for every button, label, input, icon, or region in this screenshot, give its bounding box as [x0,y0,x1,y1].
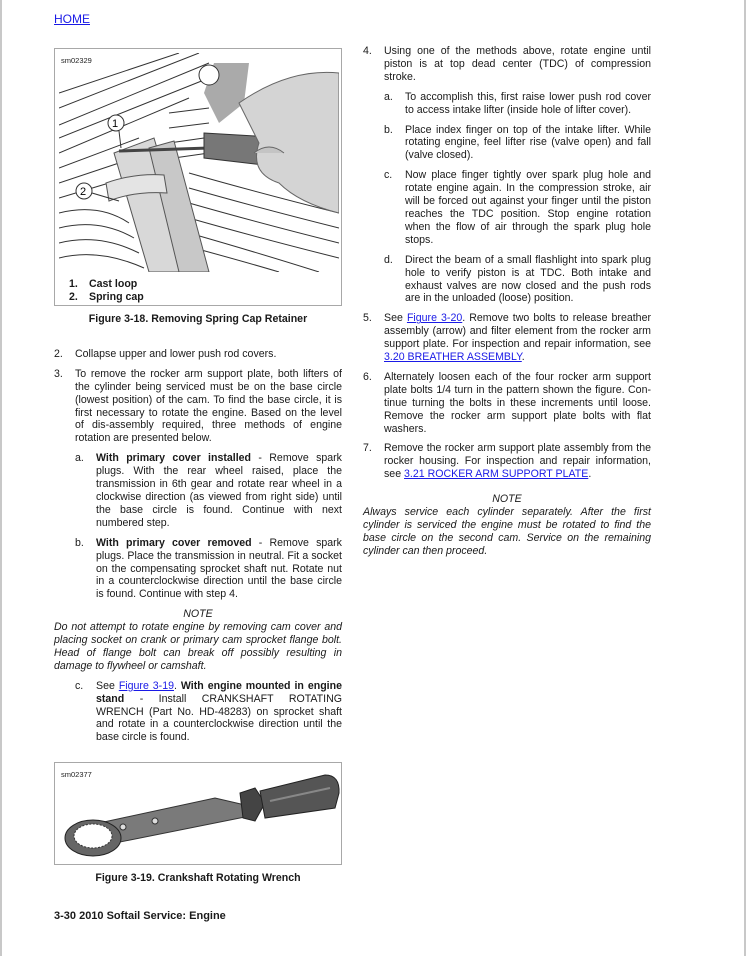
step-3-substeps [75,452,342,601]
svg-text:2: 2 [80,186,87,198]
substep-b: b. With primary cover removed - Remove spark plugs. Place the transmission in neutral. Fit a socket on the compensating sprocket shaft nut. Rotate nut in a counterclockwise direction until the base circle is found. Continue with step 4. [75,536,342,601]
figure-3-18 [54,48,342,306]
substep-c: c. See Figure 3-19. With engine mounted in engine stand - Install CRANKSHAFT ROTATING WRENCH (Part No. HD-48283) on sprocket shaft and rotate in a counterclockwise direction until the base circle is found. [75,679,342,744]
figure-id-label: sm02377 [61,769,92,782]
figure-3-19 [54,762,342,865]
legend-item: 2. Spring cap [69,291,144,303]
home-link[interactable]: HOME [54,12,90,26]
step-7: 7. Remove the rocker arm support plate assembly from the rocker housing. For inspection and repair information, see 3.21 ROCKER ARM SUPPORT PLATE. [363,442,651,481]
figure-legend [69,278,144,304]
left-column [54,48,342,885]
step-4-substeps [384,91,651,306]
substep-a: a. With primary cover installed - Remove spark plugs. With the rear wheel raised, place the transmission in 6th gear and rotate rear wheel in a clockwise direction (as viewed from right side) until the base circle is found. Continue with next numbered step. [75,452,342,529]
spring-cap-illustration [59,53,339,272]
step-6: 6. Alternately loosen each of the four rocker arm support plate bolts 1/4 turn in the pattern shown the figure. Con-tinue turning the bolts in these increments until loose. Remove the rocker arm support plate bolts with flat washers. [363,370,651,435]
figure-3-20-link[interactable]: Figure 3-20 [406,312,463,325]
engine-illustration-icon [59,53,339,272]
figure-caption: Figure 3-19. Crankshaft Rotating Wrench [95,872,301,885]
page-border-left [0,0,2,956]
page-footer: 3-30 2010 Softail Service: Engine [54,910,226,922]
figure-caption: Figure 3-18. Removing Spring Cap Retainer [88,313,308,325]
substep-a: a. To accomplish this, first raise lower push rod cover to access intake lifter (inside hole of lifter cover). [384,90,651,116]
note-text: Do not attempt to rotate engine by removing cam cover and placing socket on crank or primary cam sprocket flange bolt. Head of flange bolt can break off possibly resulting in damage to flywheel or camshaft. [54,621,342,672]
step-2: 2. Collapse upper and lower push rod covers. [54,347,277,360]
note-text: Always service each cylinder separately. After the first cylinder is serviced the engine must be rotated to find the base circle on the second cam. Service on the remaining cylinder can then proceed. [363,506,651,557]
rocker-arm-support-plate-link[interactable]: 3.21 ROCKER ARM SUPPORT PLATE [404,468,589,481]
note-heading: NOTE [492,493,522,506]
step-4: 4. Using one of the methods above, rotate engine until piston is at top dead center (TDC) of compression stroke. [363,45,651,83]
note-heading: NOTE [183,608,213,621]
figure-id-label: sm02329 [61,55,92,68]
step-3: 3. To remove the rocker arm support plate, both lifters of the cylinder being serviced must be on the base circle (lowest position) of the cam. To find the base circle, it is first necessary to rotate the engine. Based on the level of dis-assembly required, three methods of engine rotation are presented below. [54,367,342,445]
legend-item: 1. Cast loop [69,278,138,290]
svg-text:1: 1 [112,118,119,130]
breather-assembly-link[interactable]: 3.20 BREATHER ASSEMBLY [384,351,522,364]
figure-3-19-link[interactable]: Figure 3-19 [118,679,174,692]
substep-b: b. Place index finger on top of the intake lifter. While rotating engine, feel lifter rise (valve open) and fall (valve closed). [384,123,651,162]
right-column [363,45,651,558]
wrench-icon [55,763,341,864]
substep-c: c. Now place finger tightly over spark plug hole and rotate engine again. In the compression stroke, air will be forced out against your finger until the piston reaches the TDC position. Stop engine rotation when the flow of air through the spark plug hole stops. [384,169,651,246]
step-5: 5. See Figure 3-20. Remove two bolts to release breather assembly (arrow) and filter element from the rocker arm support plate. For inspection and repair information, see 3.20 BREATHER ASSEMBLY. [363,312,651,364]
substep-d: d. Direct the beam of a small flashlight into spark plug hole to verify piston is at TDC. Both intake and exhaust valves are now closed and the push rods are in the unloaded (loose) position. [384,253,651,305]
